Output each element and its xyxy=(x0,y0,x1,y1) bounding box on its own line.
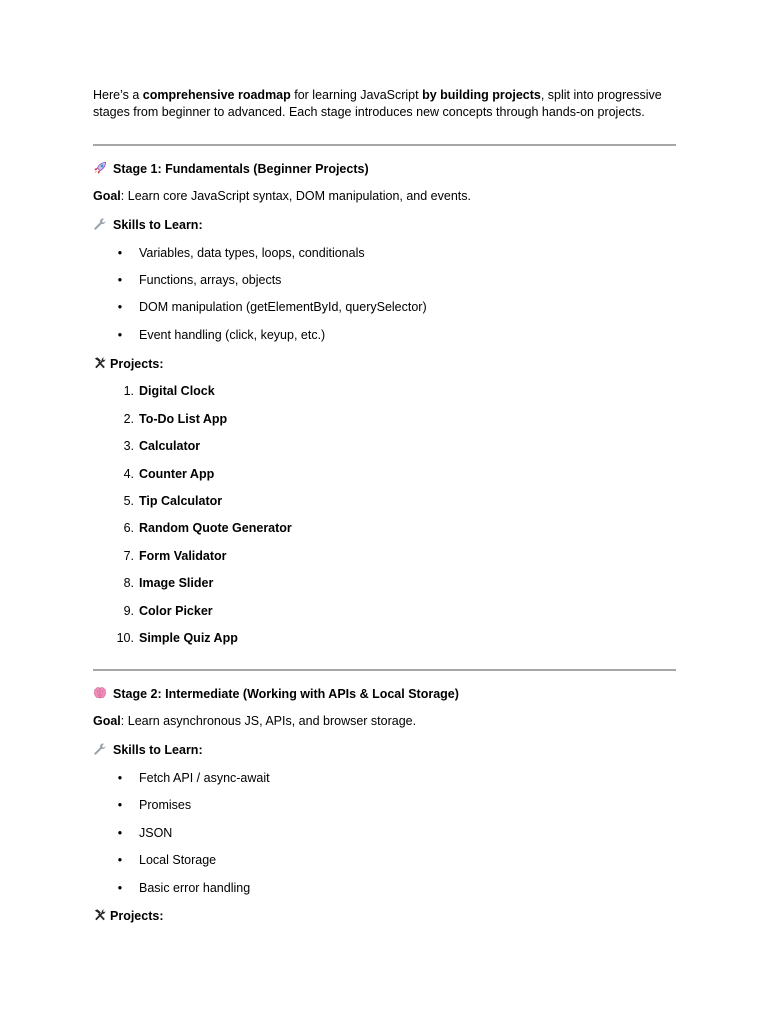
divider xyxy=(93,144,676,146)
hammer-and-wrench-icon xyxy=(93,356,107,370)
stage2-skills-heading xyxy=(93,742,203,759)
item-number: 4. xyxy=(123,467,134,481)
skills-heading: Skills to Learn: xyxy=(113,218,203,232)
list-item: 7. Form Validator xyxy=(139,548,227,565)
list-item: • Functions, arrays, objects xyxy=(139,272,281,289)
bullet: • xyxy=(117,881,123,895)
list-item: • Variables, data types, loops, conditionals xyxy=(139,245,365,262)
intro-text: , split into progressive stages from beginner to advanced. Each stage introduces new concepts through hands-on projects. xyxy=(93,88,662,119)
intro-paragraph xyxy=(93,87,676,121)
stage1-projects-heading xyxy=(93,356,164,373)
hammer-and-wrench-icon xyxy=(93,908,107,922)
bullet: • xyxy=(117,246,123,260)
intro-text: Here’s a xyxy=(93,88,143,102)
stage2-goal xyxy=(93,713,416,730)
skills-heading: Skills to Learn: xyxy=(113,743,203,757)
stage2-projects-heading xyxy=(93,908,164,925)
bullet: • xyxy=(117,328,123,342)
intro-text: for learning JavaScript xyxy=(290,88,423,102)
list-item: 10. Simple Quiz App xyxy=(116,631,238,645)
goal-text: : Learn asynchronous JS, APIs, and browser storage. xyxy=(120,714,417,728)
stage1-title: Stage 1: Fundamentals (Beginner Projects) xyxy=(113,162,369,176)
stage1-heading xyxy=(93,161,369,178)
stage1-goal xyxy=(93,188,471,205)
goal-text: : Learn core JavaScript syntax, DOM manipulation, and events. xyxy=(120,189,471,203)
list-item: 3. Calculator xyxy=(139,438,200,455)
item-number: 6. xyxy=(123,521,134,535)
item-number: 1. xyxy=(123,384,134,398)
list-item: 2. To-Do List App xyxy=(139,411,227,428)
stage2-title: Stage 2: Intermediate (Working with APIs & Local Storage) xyxy=(113,687,459,701)
list-item: 9. Color Picker xyxy=(139,603,213,620)
bullet: • xyxy=(117,300,123,314)
list-item: • Event handling (click, keyup, etc.) xyxy=(139,327,325,344)
bullet: • xyxy=(117,826,123,840)
list-item: 5. Tip Calculator xyxy=(139,493,222,510)
intro-bold-projects: by building projects xyxy=(422,88,541,102)
intro-bold-roadmap: comprehensive roadmap xyxy=(142,88,291,102)
divider xyxy=(93,669,676,671)
stage1-skills-heading xyxy=(93,217,203,234)
list-item: • Basic error handling xyxy=(139,880,250,897)
bullet: • xyxy=(117,273,123,287)
item-number: 5. xyxy=(123,494,134,508)
projects-heading: Projects: xyxy=(110,357,164,371)
list-item: • Promises xyxy=(139,797,191,814)
item-number: 2. xyxy=(123,412,134,426)
goal-label: Goal xyxy=(93,714,121,728)
projects-heading: Projects: xyxy=(110,909,164,923)
bullet: • xyxy=(117,798,123,812)
rocket-icon xyxy=(93,161,107,175)
brain-icon xyxy=(93,686,107,700)
list-item: • DOM manipulation (getElementById, querySelector) xyxy=(139,299,427,316)
item-number: 3. xyxy=(123,439,134,453)
wrench-icon xyxy=(93,742,107,756)
list-item: • Local Storage xyxy=(139,852,216,869)
item-number: 10. xyxy=(116,631,134,645)
stage2-heading xyxy=(93,686,459,703)
list-item: 8. Image Slider xyxy=(139,575,213,592)
goal-label: Goal xyxy=(93,189,121,203)
list-item: 6. Random Quote Generator xyxy=(139,520,292,537)
list-item: • JSON xyxy=(139,825,172,842)
wrench-icon xyxy=(93,217,107,231)
item-number: 9. xyxy=(123,604,134,618)
list-item: • Fetch API / async-await xyxy=(139,770,270,787)
bullet: • xyxy=(117,771,123,785)
list-item: 4. Counter App xyxy=(139,466,214,483)
bullet: • xyxy=(117,853,123,867)
item-number: 8. xyxy=(123,576,134,590)
item-number: 7. xyxy=(123,549,134,563)
list-item: 1. Digital Clock xyxy=(139,383,215,400)
